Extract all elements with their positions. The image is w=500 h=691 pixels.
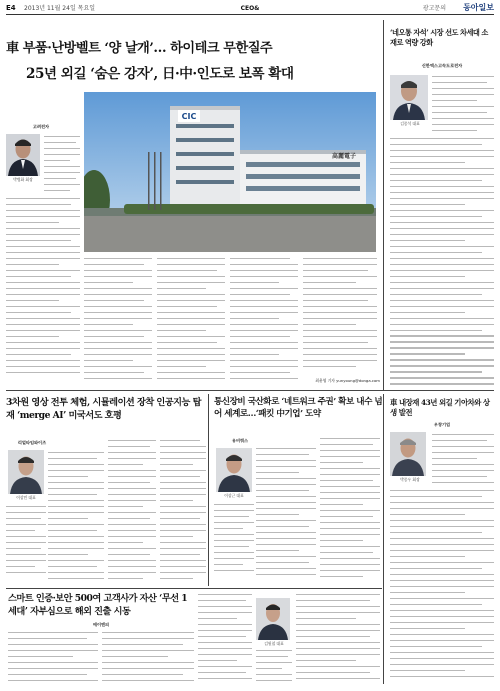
side-company-tag: 신한엑스고속도로전자	[421, 63, 463, 68]
story-2-ceo-photo	[8, 450, 44, 494]
story-5-body-col-1	[8, 632, 98, 686]
story-2-ceo-caption: 이상민 대표	[16, 495, 36, 500]
story-5-body-col-2	[102, 632, 194, 686]
story-4-company-tag: 우창기업	[433, 422, 451, 427]
main-story-col-1a	[44, 136, 80, 196]
story-4-ceo-caption: 박종우 회장	[400, 477, 420, 482]
story-2-body-col-3	[108, 440, 156, 584]
main-story-col-1b	[6, 198, 80, 378]
story-3-body-col-1	[256, 448, 316, 584]
main-headline-1: 車 부품·난방벨트 ‘양 날개’… 하이테크 무한질주	[6, 41, 273, 56]
section-divider-2	[6, 588, 382, 589]
story-4-body-col-1	[432, 434, 494, 490]
story-3-company-tag: 유비쿼스	[231, 438, 249, 443]
page-header	[6, 3, 494, 15]
main-ceo-caption: 박병화 회장	[13, 177, 33, 182]
side-ceo-photo	[390, 75, 428, 120]
story-5-headline: 스마트 인증·보안 500여 고객사가 자산 ‘무선 1세대’ 자부심으로 해외 진출 시동	[8, 593, 188, 617]
story-3-ceo-photo	[216, 448, 252, 492]
main-story-col-2	[84, 258, 152, 384]
story-2-headline: 3차원 영상 전투 체험, 시뮬레이션 장착 인공지능 탑재 ‘merge AI’ 미국서도 호평	[6, 397, 201, 421]
issue-date: 2013년 11월 24일 목요일	[24, 5, 96, 12]
story-3-headline: 통신장비 국산화로 ‘네트워크 주권’ 확보 내수 넘어 세계로…‘패킷 中기업’ 도약	[214, 397, 383, 419]
story-4-headline: 車 내장재 43년 외길 기아차와 상생 발전	[390, 398, 490, 417]
side-story-body	[432, 76, 494, 136]
side-ceo-caption: 김종석 대표	[400, 121, 420, 126]
column-divider-3	[383, 394, 384, 684]
building-sign-text: 高麗電子	[332, 153, 357, 160]
story-3-ceo-caption: 이상근 대표	[224, 493, 244, 498]
story-2-company-tag: 리얼타임와이즈	[17, 440, 47, 445]
story-2-body-col-4	[160, 440, 206, 584]
main-story-col-4	[230, 258, 298, 384]
story-5-body-col-5	[296, 594, 380, 686]
main-ceo-photo	[6, 134, 40, 176]
story-5-body-col-3	[198, 594, 252, 686]
story-3-body-col-3	[320, 438, 380, 584]
story-5-ceo-photo	[256, 598, 290, 640]
story-3-body-col-2	[214, 504, 254, 584]
story-4-body-col-2	[390, 490, 494, 684]
story-2-body-col-1	[48, 452, 104, 584]
main-headline-2: 25년 외길 ‘숨은 강자’, 日·中·인도로 보폭 확대	[26, 66, 294, 82]
main-story-col-3	[157, 258, 225, 384]
page-number: E4	[6, 4, 16, 12]
side-story-body-2	[390, 138, 494, 388]
main-company-tag: 고려전자	[32, 124, 50, 129]
main-story-byline: 최윤영 기자 yunyoung@donga.com	[315, 378, 380, 383]
right-column-divider	[383, 20, 384, 390]
newspaper-logo: 동아일보	[463, 2, 494, 12]
story-5-ceo-caption: 김원철 대표	[264, 641, 284, 646]
section-title: CEO&	[240, 5, 260, 12]
story-5-company-tag: 에이엔피	[92, 622, 110, 627]
building-logo-text: CIC	[181, 112, 197, 121]
ad-inquiry: 광고문의	[422, 5, 446, 12]
story-5-body-col-4	[256, 650, 292, 686]
side-headline: ‘네오통 자석’ 시장 선도 차세대 소재로 역량 강화	[390, 28, 488, 47]
main-story-col-5	[303, 258, 377, 376]
main-building-photo	[84, 92, 376, 252]
column-divider-2	[208, 394, 209, 586]
story-2-body-col-2	[6, 506, 46, 584]
section-divider-1	[6, 390, 494, 391]
story-4-ceo-photo	[390, 432, 426, 476]
